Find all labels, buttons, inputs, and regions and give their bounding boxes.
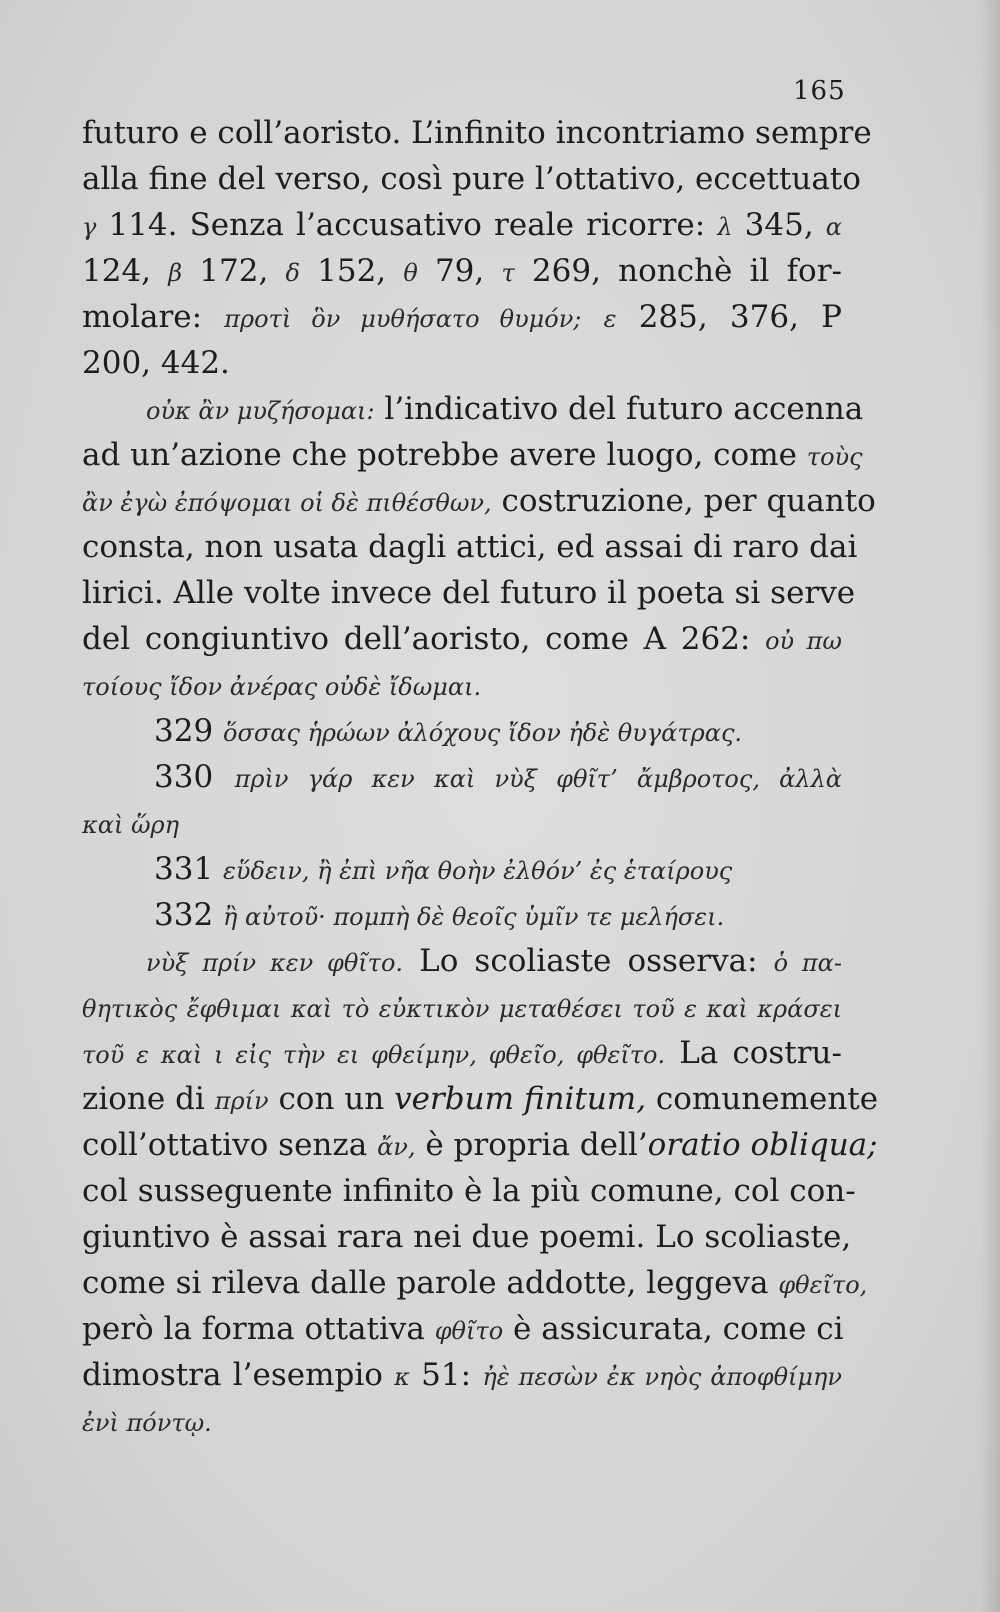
text-run: consta, non usata dagli attici, ed assai di raro dai (82, 529, 858, 565)
greek-text: δ (285, 259, 300, 287)
text-run: 332 (154, 897, 224, 933)
text-run: lirici. Alle volte invece del futuro il poeta si serve (82, 575, 856, 611)
text-line (82, 1168, 856, 1214)
greek-text: λ (717, 213, 733, 241)
text-run: 172, (182, 253, 286, 289)
italic-text: verbum finitum, (394, 1081, 647, 1117)
text-line (146, 386, 864, 432)
text-line (82, 432, 863, 478)
text-run: La costru- (665, 1035, 842, 1071)
greek-text: νὺξ πρίν κεν φθῖτο. (146, 949, 404, 977)
text-run: 329 (154, 713, 224, 749)
greek-text: ἂν ἐγὼ ἐπόψομαι οἱ δὲ πιθέσθων, (82, 489, 492, 517)
text-run: alla fine del verso, così pure l’ottativo, eccettuato (82, 161, 861, 197)
text-run: 345, (732, 207, 826, 243)
greek-text: τοῦ ε καὶ ι εἰς τὴν ει φθείμην, φθεῖο, φθεῖτο. (82, 1041, 666, 1069)
greek-text: φθῖτο (434, 1317, 504, 1345)
text-line (82, 1122, 878, 1168)
page-number: 165 (793, 76, 846, 106)
text-line (82, 570, 856, 616)
text-run: ad un’azione che potrebbe avere luogo, come (82, 437, 807, 473)
text-line (82, 1260, 868, 1306)
greek-text: θητικὸς ἔφθιμαι καὶ τὸ εὐκτικὸν μεταθέσει τοῦ ε καὶ κράσει (82, 995, 842, 1023)
greek-text: κ (394, 1363, 410, 1391)
text-run: zione di (82, 1081, 215, 1117)
text-run: molare: (82, 299, 225, 335)
text-line (82, 202, 842, 248)
text-run: 114. Senza l’accusativo reale ricorre: (96, 207, 718, 243)
greek-text: εὕδειν, ἢ ἐπὶ νῆα θοὴν ἐλθόν’ ἐς ἑταίρους (223, 857, 733, 885)
text-run: del congiuntivo dell’aoristo, come A 262: (82, 621, 766, 657)
text-line (154, 846, 842, 892)
greek-text: γ (82, 213, 97, 241)
text-run: col susseguente infinito è la più comune, col con- (82, 1173, 856, 1209)
greek-text: καὶ ὥρη (82, 811, 180, 839)
greek-text: πρὶν γάρ κεν καὶ νὺξ φθῖτ’ ἄμβροτος, ἀλλὰ (234, 765, 842, 793)
text-line (82, 1214, 852, 1260)
text-line (154, 708, 842, 754)
text-line (82, 1352, 842, 1398)
text-line (154, 754, 842, 800)
greek-text: προτὶ ὃν μυθήσατο θυμόν; (224, 305, 582, 333)
text-line (82, 156, 861, 202)
text-line (82, 1030, 842, 1076)
text-run: giuntivo è assai rara nei due poemi. Lo scoliaste, (82, 1219, 852, 1255)
italic-text: oratio obliqua; (647, 1127, 878, 1163)
text-line (82, 616, 842, 662)
text-run: 331 (154, 851, 224, 887)
text-run: l’indicativo del futuro accenna (374, 391, 864, 427)
text-run: Lo scoliaste osserva: (403, 943, 774, 979)
greek-text: ἐνὶ πόντῳ. (82, 1409, 212, 1437)
text-run: 330 (154, 759, 235, 795)
text-run: 124, (82, 253, 169, 289)
text-run: è propria dell’ (415, 1127, 648, 1163)
greek-text: ὁ πα- (773, 949, 842, 977)
text-run: comunemente (646, 1081, 879, 1117)
greek-text: ἄν, (377, 1133, 416, 1161)
text-line (82, 294, 842, 340)
greek-text: τοὺς (806, 443, 863, 471)
text-line (82, 110, 872, 156)
text-line (82, 800, 842, 846)
greek-text: τοίους ἴδον ἀνέρας οὐδὲ ἴδωμαι. (82, 673, 482, 701)
text-run: coll’ottativo senza (82, 1127, 378, 1163)
text-run: dimostra l’esempio (82, 1357, 395, 1393)
text-line (82, 478, 876, 524)
text-run: futuro e coll’aoristo. L’infinito incontriamo sempre (82, 115, 872, 151)
text-line (154, 892, 842, 938)
text-line (82, 1398, 842, 1444)
text-line (146, 938, 842, 984)
text-run: 51: (409, 1357, 483, 1393)
greek-text: οὐ πω (765, 627, 842, 655)
page-edge-shadow (980, 0, 1000, 1612)
greek-text: φθεῖτο, (778, 1271, 868, 1299)
text-run: con un (268, 1081, 395, 1117)
greek-text: ἢ αὐτοῦ· πομπὴ δὲ θεοῖς ὑμῖν τε μελήσει. (223, 903, 725, 931)
text-run (581, 299, 603, 335)
greek-text: ἠὲ πεσὼν ἐκ νηὸς ἀποφθίμην (482, 1363, 842, 1391)
text-line (82, 1306, 842, 1352)
greek-text: πρίν (214, 1087, 269, 1115)
text-line (82, 248, 842, 294)
greek-text: ε (603, 305, 617, 333)
text-line (82, 340, 842, 386)
text-run: 152, (299, 253, 404, 289)
text-line (82, 524, 858, 570)
text-run: costruzione, per quanto (491, 483, 876, 519)
text-line (82, 984, 842, 1030)
text-run: è assicurata, come ci (503, 1311, 844, 1347)
text-run: 79, (417, 253, 502, 289)
greek-text: θ (403, 259, 418, 287)
greek-text: α (825, 213, 842, 241)
text-run: come si rileva dalle parole addotte, leggeva (82, 1265, 779, 1301)
text-run: 269, nonchè il for- (514, 253, 843, 289)
greek-text: ὅσσας ἡρώων ἀλόχους ἴδον ἠδὲ θυγάτρας. (223, 719, 743, 747)
greek-text: β (168, 259, 183, 287)
greek-text: τ (501, 259, 515, 287)
text-run: però la forma ottativa (82, 1311, 435, 1347)
text-run: 285, 376, P (616, 299, 843, 335)
text-line (82, 1076, 879, 1122)
greek-text: οὐκ ἂν μυζήσομαι: (146, 397, 375, 425)
text-line (82, 662, 842, 708)
text-run: 200, 442. (82, 345, 230, 381)
